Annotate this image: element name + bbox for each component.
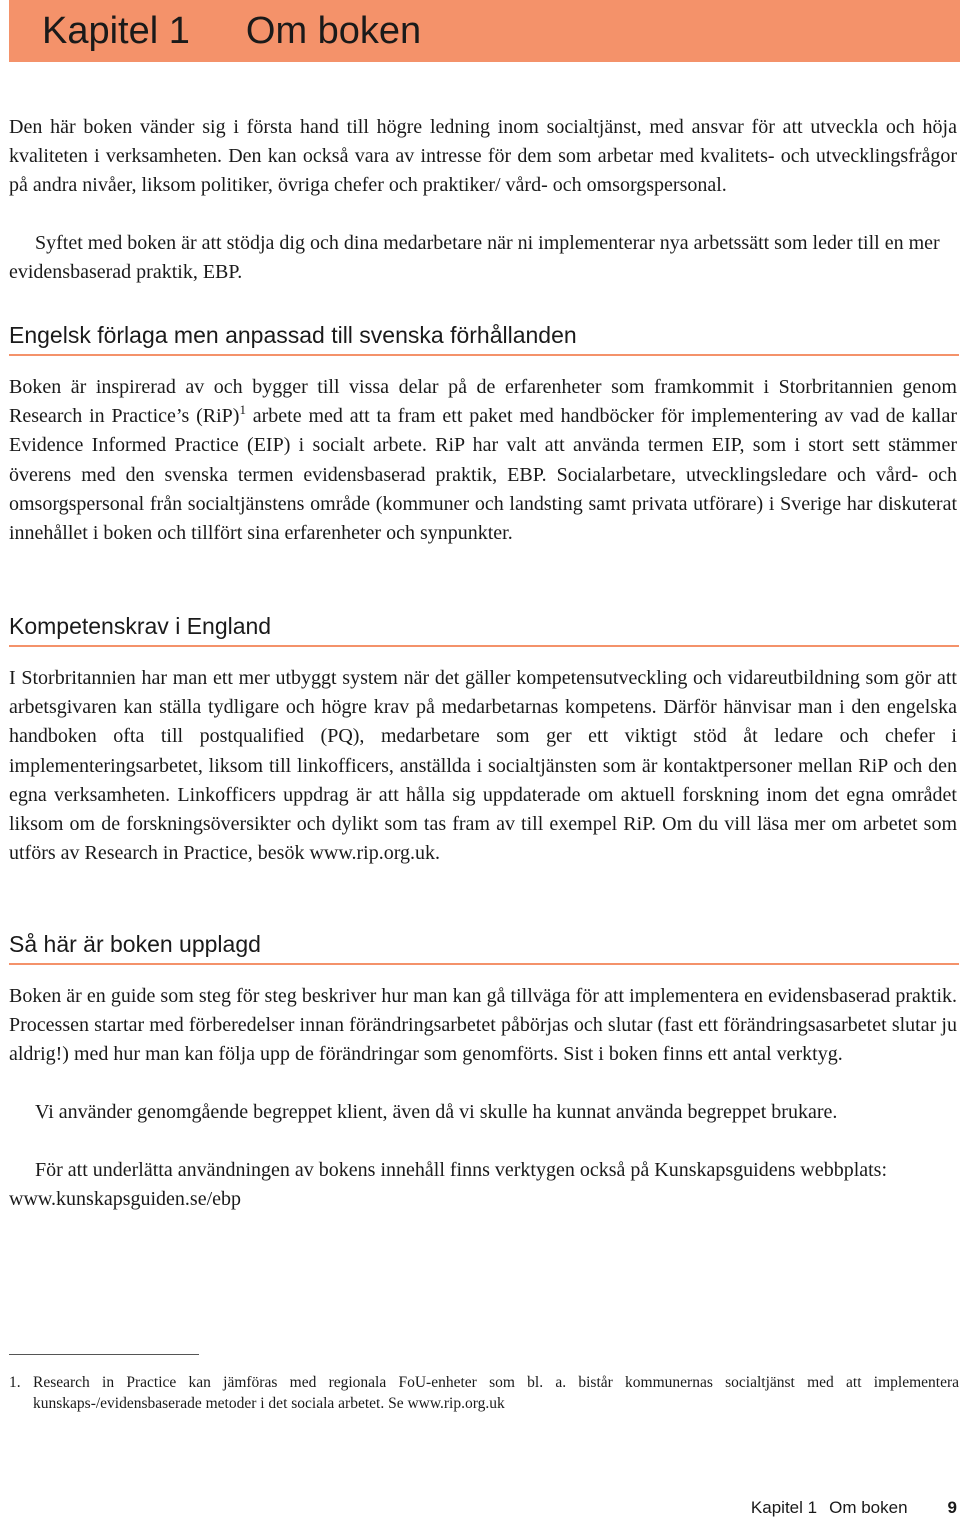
footer-chapter-title: Om boken — [829, 1498, 908, 1517]
section2-paragraph: I Storbritannien har man ett mer utbyggt system när det gäller kompetensutveckling och vidareutbildning som gör att arbetsgivaren kan ställa tydligare och högre krav på medarbetarnas kompetens. Därför hänvisar man i den engelska handboken ofta till postqualified (PQ), medarbetare som ger ett viktigt stöd åt ledare och chefer i implementeringsarbetet, liksom till linkofficers, anställda i socialtjänsten som är kontaktpersoner mellan RiP och den egna verksamheten. Linkofficers uppdrag är att hålla sig uppdaterade om aktuell forskning inom det egna området liksom om de forskningsöversikter och dylikt som tas fram av till exempel RiP. Om du vill läsa mer om arbetet som utförs av Research in Practice, besök www.rip.org.uk. — [9, 667, 957, 865]
chapter-title — [42, 8, 421, 54]
footnote — [9, 1372, 959, 1414]
chapter-banner — [9, 0, 960, 62]
intro-paragraph-2: Syftet med boken är att stödja dig och dina medarbetare när ni implementerar nya arbetssätt som leder till en mer evidensbaserad praktik, EBP. — [9, 232, 940, 284]
footnote-text: Research in Practice kan jämföras med regionala FoU-enheter som bl. a. bistår kommunernas socialtjänst med att implementera kunskaps-/evidensbaserade metoder i det sociala arbetet. Se www.rip.org.uk — [33, 1374, 959, 1412]
footnote-number: 1. — [9, 1374, 21, 1391]
page-footer — [751, 1497, 957, 1519]
section-heading-kompetenskrav: Kompetenskrav i England — [9, 611, 959, 647]
section1-text-after: arbete med att ta fram ett paket med handböcker för implementering av vad de kallar Evidence Informed Practice (EIP) i socialt arbete. RiP har valt att använda termen EIP, som i stort sett stämmer överens med den svenska termen evidensbaserad praktik, EBP. Socialarbetare, utvecklingsledare och vård- och omsorgspersonal från socialtjänstens område (kommuner och landsting samt privata utförare) i Sverige har diskuterat innehållet i boken och tillfört sina erfarenheter och synpunkter. — [9, 405, 958, 545]
section-heading-sa-har-ar-boken-upplagd: Så här är boken upplagd — [9, 929, 959, 965]
page-number: 9 — [947, 1498, 957, 1517]
section1-text-before: Boken är inspirerad av och bygger till vissa delar på de erfarenheter som framkommit i Storbritannien genom Research in Practice’s (RiP) — [9, 376, 957, 428]
footer-chapter-number: Kapitel 1 — [750, 1498, 818, 1517]
section3-paragraph-3: För att underlätta användningen av bokens innehåll finns verktygen också på Kunskapsguidens webbplats: www.kunskapsguiden.se/ebp — [9, 1159, 888, 1211]
footnote-reference: 1 — [239, 402, 246, 418]
section-heading-engelsk-forlaga: Engelsk förlaga men anpassad till svenska förhållanden — [9, 320, 959, 356]
chapter-number: Kapitel 1 — [42, 10, 190, 52]
chapter-name: Om boken — [245, 10, 422, 52]
intro-paragraph-1: Den här boken vänder sig i första hand till högre ledning inom socialtjänst, med ansvar för att utveckla och höja kvaliteten i verksamheten. Den kan också vara av intresse för dem som arbetar med kvalitets- och utvecklingsfrågor på andra nivåer, liksom politiker, övriga chefer och praktiker/ vård- och omsorgspersonal. — [9, 116, 957, 197]
section3-paragraph-2: Vi använder genomgående begreppet klient, även då vi skulle ha kunnat använda begreppet brukare. — [35, 1101, 838, 1123]
section1-paragraph — [9, 373, 957, 548]
footnote-divider — [9, 1354, 199, 1355]
section3-paragraph-1: Boken är en guide som steg för steg beskriver hur man kan gå tillväga för att implementera en evidensbaserad praktik. Processen startar med förberedelser innan förändringsarbetet påbörjas och slutar (fast ett förändringsasarbetet slutar ju aldrig!) med hur man kan följa upp de förändringar som genomförts. Sist i boken finns ett antal verktyg. — [9, 985, 957, 1066]
